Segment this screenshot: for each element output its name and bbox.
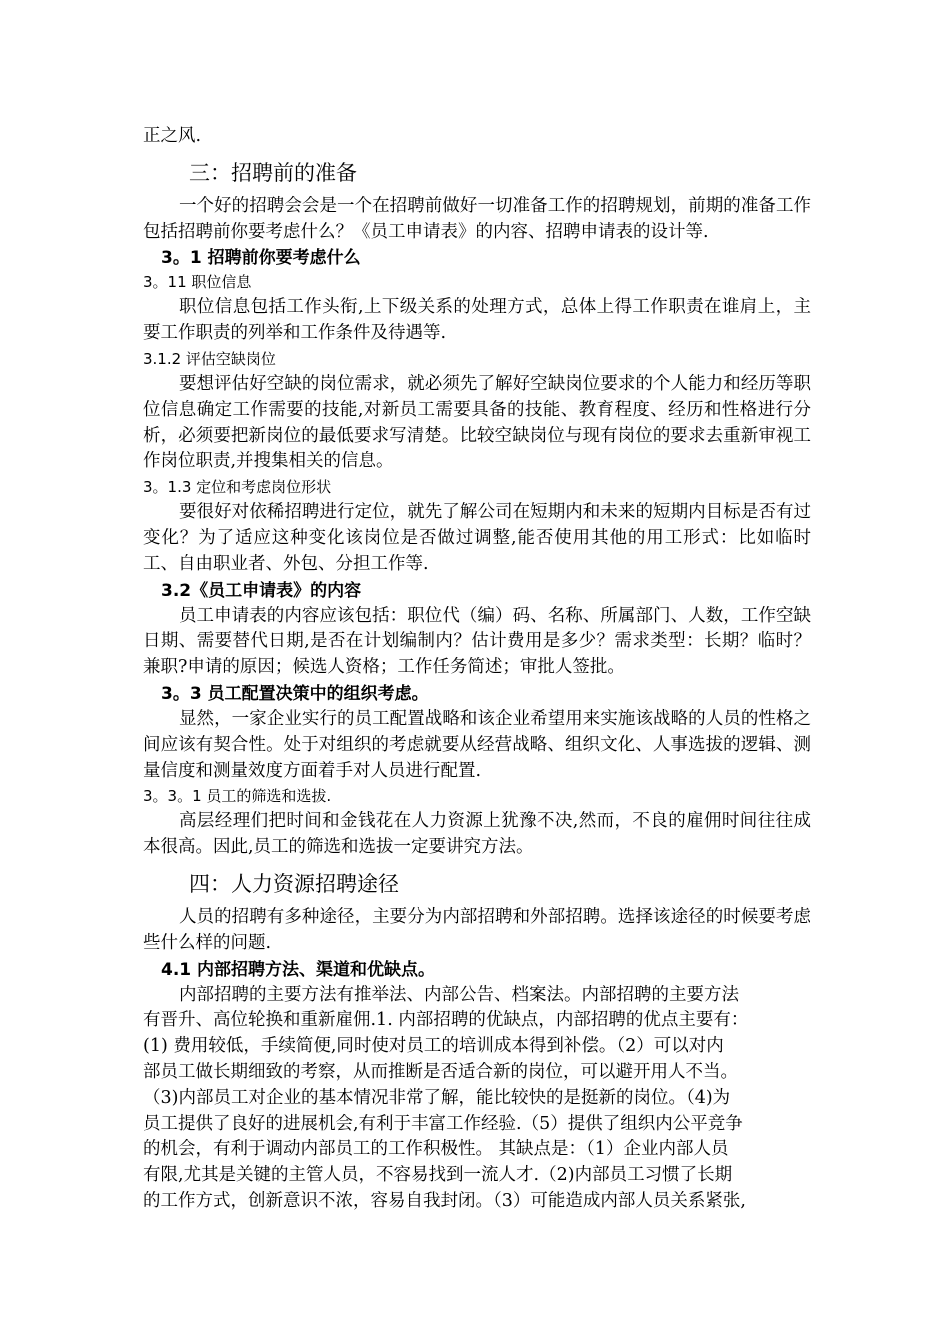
subsection-3-3-text: 显然，一家企业实行的员工配置战略和该企业希望用来实施该战略的人员的性格之间应该有契合性。处于对组织的考虑就要从经营战略、组织文化、人事选拔的逻辑、测量信度和测量效度方面着手对人员进行配置. — [143, 708, 811, 781]
subsection-3-3-heading: 3。3 员工配置决策中的组织考虑。 — [161, 683, 429, 704]
subsection-3-1-1-heading: 3。11 职位信息 — [143, 273, 252, 292]
subsection-4-1-line: 的工作方式，创新意识不浓，容易自我封闭。（3）可能造成内部人员关系紧张, — [143, 1190, 746, 1211]
subsection-4-1-line: 有晋升、高位轮换和重新雇佣.1. 内部招聘的优缺点，内部招聘的优点主要有： — [143, 1010, 749, 1031]
subsection-3-3-1-text: 高层经理们把时间和金钱花在人力资源上犹豫不决,然而，不良的雇佣时间往往成本很高。因此,员工的筛选和选拔一定要讲究方法。 — [143, 811, 811, 858]
section-3-intro: 一个好的招聘会会是一个在招聘前做好一切准备工作的招聘规划，前期的准备工作包括招聘前你要考虑什么？《员工申请表》的内容、招聘申请表的设计等. — [143, 195, 811, 242]
document-body — [143, 124, 811, 1215]
subsection-3-1-heading: 3。1 招聘前你要考虑什么 — [161, 248, 361, 269]
subsection-3-2-heading: 3.2《员工申请表》的内容 — [161, 580, 362, 601]
subsection-3-3-1-heading: 3。3。1 员工的筛选和选拔. — [143, 787, 332, 806]
section-4-heading: 四：人力资源招聘途径 — [189, 871, 399, 896]
subsection-4-1-line: （3)内部员工对企业的基本情况非常了解，能比较快的是挺新的岗位。（4)为 — [143, 1087, 731, 1108]
subsection-4-1-line: 员工提供了良好的进展机会,有利于丰富工作经验.（5）提供了组织内公平竞争 — [143, 1113, 743, 1134]
subsection-4-1-line: (1) 费用较低，手续简便,同时使对员工的培训成本得到补偿。（2）可以对内 — [143, 1036, 724, 1057]
section-3-heading: 三：招聘前的准备 — [189, 160, 357, 185]
subsection-4-1-line: 部员工做长期细致的考察，从而推断是否适合新的岗位，可以避开用人不当。 — [143, 1061, 738, 1082]
subsection-3-1-3-text: 要很好对依稀招聘进行定位，就先了解公司在短期内和未来的短期内目标是否有过变化？为了适应这种变化该岗位是否做过调整,能否使用其他的用工形式：比如临时工、自由职业者、外包、分担工作等. — [143, 502, 811, 574]
subsection-4-1-line: 内部招聘的主要方法有推举法、内部公告、档案法。内部招聘的主要方法 — [179, 984, 739, 1005]
subsection-3-1-2-text: 要想评估好空缺的岗位需求，就必须先了解好空缺岗位要求的个人能力和经历等职位信息确定工作需要的技能,对新员工需要具备的技能、教育程度、经历和性格进行分析，必须要把新岗位的最低要求写清楚。比较空缺岗位与现有岗位的要求去重新审视工作岗位职责,并搜集相关的信息。 — [143, 373, 811, 472]
subsection-3-2-text: 员工申请表的内容应该包括：职位代（编）码、名称、所属部门、人数，工作空缺日期、需要替代日期,是否在计划编制内？估计费用是多少？需求类型：长期？临时？兼职?申请的原因；候选人资格；工作任务简述；审批人签批。 — [143, 605, 811, 678]
subsection-4-1-heading: 4.1 内部招聘方法、渠道和优缺点。 — [161, 959, 436, 980]
subsection-3-1-3-heading: 3。1.3 定位和考虑岗位形状 — [143, 478, 332, 497]
subsection-4-1-line: 有限,尤其是关键的主管人员，不容易找到一流人才.（2)内部员工习惯了长期 — [143, 1165, 733, 1186]
section-4-intro: 人员的招聘有多种途径，主要分为内部招聘和外部招聘。选择该途径的时候要考虑些什么样的问题. — [143, 906, 811, 953]
subsection-3-1-2-heading: 3.1.2 评估空缺岗位 — [143, 349, 276, 368]
subsection-4-1-line: 的机会，有利于调动内部员工的工作积极性。 其缺点是：（1）企业内部人员 — [143, 1139, 729, 1160]
continuation-text: 正之风. — [143, 126, 202, 146]
subsection-3-1-1-text: 职位信息包括工作头衔,上下级关系的处理方式，总体上得工作职责在谁肩上，主要工作职责的列举和工作条件及待遇等. — [143, 297, 811, 344]
